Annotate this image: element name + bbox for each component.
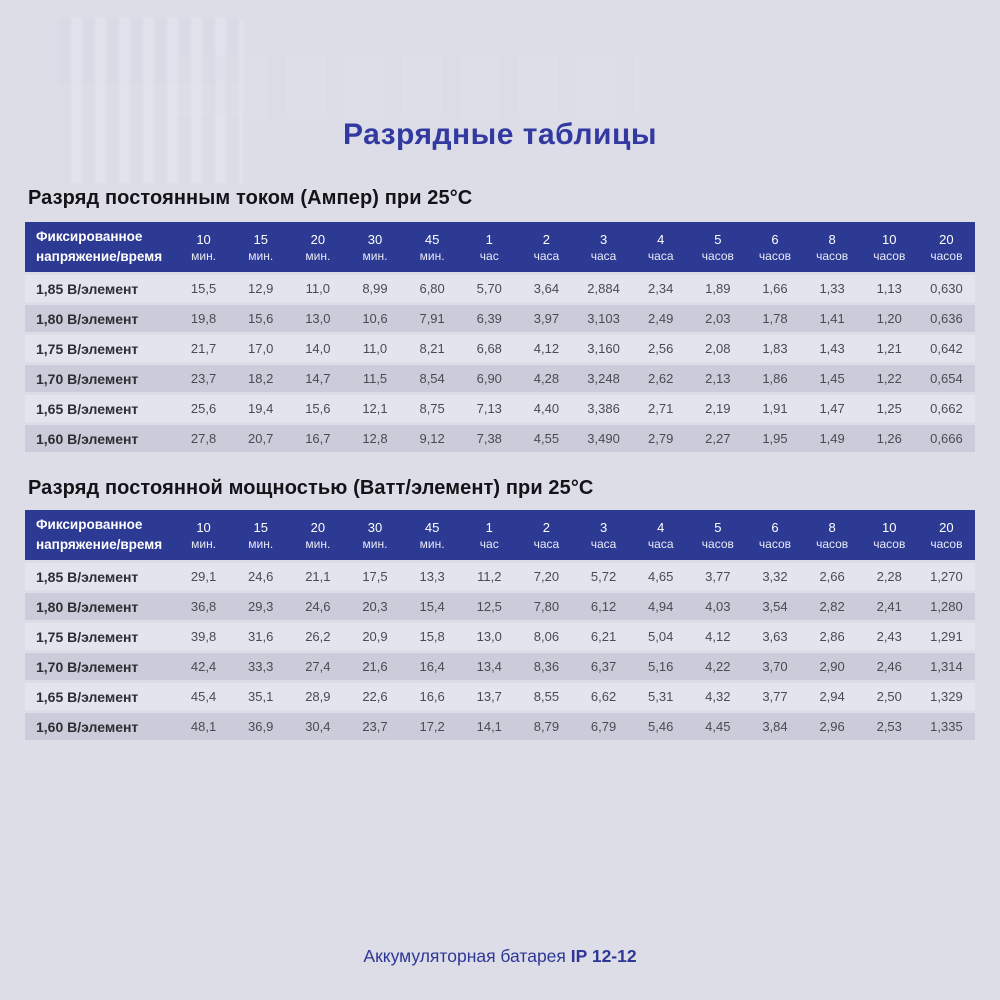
value-cell: 2,62	[632, 365, 689, 392]
value-cell: 23,7	[175, 365, 232, 392]
row-label-cell: 1,75 В/элемент	[25, 623, 175, 650]
table-header-cell: 20 часов	[918, 222, 975, 272]
value-cell: 4,03	[689, 593, 746, 620]
value-cell: 17,5	[346, 563, 403, 590]
table-header-cell: 20 мин.	[289, 510, 346, 560]
value-cell: 1,335	[918, 713, 975, 740]
row-label-cell: 1,65 В/элемент	[25, 395, 175, 422]
value-cell: 2,03	[689, 305, 746, 332]
value-cell: 12,1	[346, 395, 403, 422]
table-header-cell: 20 мин.	[289, 222, 346, 272]
value-cell: 23,7	[346, 713, 403, 740]
table-header-cell: 10 часов	[861, 222, 918, 272]
row-label-cell: 1,70 В/элемент	[25, 365, 175, 392]
value-cell: 3,32	[746, 563, 803, 590]
value-cell: 1,22	[861, 365, 918, 392]
value-cell: 8,55	[518, 683, 575, 710]
value-cell: 4,94	[632, 593, 689, 620]
value-cell: 6,79	[575, 713, 632, 740]
value-cell: 5,04	[632, 623, 689, 650]
table-header-cell: 6 часов	[746, 222, 803, 272]
value-cell: 3,70	[746, 653, 803, 680]
value-cell: 4,12	[689, 623, 746, 650]
value-cell: 3,77	[689, 563, 746, 590]
value-cell: 7,38	[461, 425, 518, 452]
value-cell: 22,6	[346, 683, 403, 710]
value-cell: 13,0	[461, 623, 518, 650]
footer-model-number: IP 12-12	[570, 946, 637, 966]
value-cell: 0,662	[918, 395, 975, 422]
table-row	[25, 713, 975, 740]
table-header-cell: 8 часов	[804, 222, 861, 272]
value-cell: 1,20	[861, 305, 918, 332]
value-cell: 1,26	[861, 425, 918, 452]
value-cell: 19,4	[232, 395, 289, 422]
value-cell: 16,4	[404, 653, 461, 680]
table-corner-cell: Фиксированное напряжение/время	[25, 222, 175, 272]
table-row	[25, 593, 975, 620]
table-row	[25, 395, 975, 422]
value-cell: 3,386	[575, 395, 632, 422]
value-cell: 25,6	[175, 395, 232, 422]
value-cell: 19,8	[175, 305, 232, 332]
value-cell: 1,280	[918, 593, 975, 620]
value-cell: 6,80	[404, 275, 461, 302]
background-watermark-bars	[170, 55, 640, 115]
value-cell: 1,25	[861, 395, 918, 422]
value-cell: 0,636	[918, 305, 975, 332]
table-header-cell: 20 часов	[918, 510, 975, 560]
value-cell: 2,50	[861, 683, 918, 710]
value-cell: 13,0	[289, 305, 346, 332]
value-cell: 15,5	[175, 275, 232, 302]
value-cell: 2,96	[804, 713, 861, 740]
table-header-cell: 10 мин.	[175, 222, 232, 272]
value-cell: 21,7	[175, 335, 232, 362]
table-row	[25, 335, 975, 362]
table-header-cell: 1 час	[461, 222, 518, 272]
value-cell: 9,12	[404, 425, 461, 452]
value-cell: 1,291	[918, 623, 975, 650]
value-cell: 2,79	[632, 425, 689, 452]
value-cell: 2,19	[689, 395, 746, 422]
value-cell: 4,22	[689, 653, 746, 680]
row-label-cell: 1,60 В/элемент	[25, 713, 175, 740]
value-cell: 1,83	[746, 335, 803, 362]
table-header-cell: 45 мин.	[404, 510, 461, 560]
row-label-cell: 1,80 В/элемент	[25, 305, 175, 332]
value-cell: 12,5	[461, 593, 518, 620]
value-cell: 1,314	[918, 653, 975, 680]
value-cell: 0,666	[918, 425, 975, 452]
value-cell: 2,86	[804, 623, 861, 650]
value-cell: 35,1	[232, 683, 289, 710]
value-cell: 3,490	[575, 425, 632, 452]
value-cell: 15,4	[404, 593, 461, 620]
row-label-cell: 1,85 В/элемент	[25, 275, 175, 302]
value-cell: 12,9	[232, 275, 289, 302]
value-cell: 45,4	[175, 683, 232, 710]
row-label-cell: 1,80 В/элемент	[25, 593, 175, 620]
value-cell: 2,56	[632, 335, 689, 362]
value-cell: 5,70	[461, 275, 518, 302]
value-cell: 10,6	[346, 305, 403, 332]
value-cell: 11,2	[461, 563, 518, 590]
value-cell: 18,2	[232, 365, 289, 392]
table-header-cell: 10 часов	[861, 510, 918, 560]
row-label-cell: 1,60 В/элемент	[25, 425, 175, 452]
table-header-cell: 15 мин.	[232, 222, 289, 272]
table-header-cell: 6 часов	[746, 510, 803, 560]
value-cell: 1,33	[804, 275, 861, 302]
value-cell: 1,49	[804, 425, 861, 452]
value-cell: 16,6	[404, 683, 461, 710]
value-cell: 2,46	[861, 653, 918, 680]
table-header-cell: 5 часов	[689, 222, 746, 272]
table-header-cell: 8 часов	[804, 510, 861, 560]
value-cell: 0,654	[918, 365, 975, 392]
value-cell: 1,95	[746, 425, 803, 452]
table-row	[25, 563, 975, 590]
value-cell: 28,9	[289, 683, 346, 710]
value-cell: 2,71	[632, 395, 689, 422]
row-label-cell: 1,70 В/элемент	[25, 653, 175, 680]
value-cell: 2,82	[804, 593, 861, 620]
value-cell: 0,630	[918, 275, 975, 302]
table-header-cell: 1 час	[461, 510, 518, 560]
value-cell: 4,45	[689, 713, 746, 740]
value-cell: 8,75	[404, 395, 461, 422]
value-cell: 1,91	[746, 395, 803, 422]
value-cell: 13,4	[461, 653, 518, 680]
value-cell: 8,06	[518, 623, 575, 650]
value-cell: 8,21	[404, 335, 461, 362]
table-header-cell: 10 мин.	[175, 510, 232, 560]
value-cell: 8,99	[346, 275, 403, 302]
footer-text	[0, 946, 1000, 967]
value-cell: 4,40	[518, 395, 575, 422]
value-cell: 33,3	[232, 653, 289, 680]
value-cell: 7,91	[404, 305, 461, 332]
table-row	[25, 425, 975, 452]
value-cell: 7,20	[518, 563, 575, 590]
value-cell: 21,1	[289, 563, 346, 590]
value-cell: 4,65	[632, 563, 689, 590]
value-cell: 8,54	[404, 365, 461, 392]
value-cell: 6,37	[575, 653, 632, 680]
value-cell: 1,78	[746, 305, 803, 332]
table-header-cell: 2 часа	[518, 510, 575, 560]
table-header-cell: 45 мин.	[404, 222, 461, 272]
footer-product-name: Аккумуляторная батарея	[363, 946, 571, 966]
table-header-cell: 4 часа	[632, 510, 689, 560]
value-cell: 30,4	[289, 713, 346, 740]
value-cell: 5,46	[632, 713, 689, 740]
value-cell: 4,32	[689, 683, 746, 710]
value-cell: 1,66	[746, 275, 803, 302]
value-cell: 26,2	[289, 623, 346, 650]
value-cell: 6,68	[461, 335, 518, 362]
table-header-cell: 4 часа	[632, 222, 689, 272]
value-cell: 3,248	[575, 365, 632, 392]
value-cell: 2,49	[632, 305, 689, 332]
value-cell: 5,16	[632, 653, 689, 680]
value-cell: 2,34	[632, 275, 689, 302]
value-cell: 1,329	[918, 683, 975, 710]
table-row	[25, 365, 975, 392]
value-cell: 6,21	[575, 623, 632, 650]
section-heading-power: Разряд постоянной мощностью (Ватт/элемент) при 25°C	[28, 477, 594, 499]
value-cell: 14,1	[461, 713, 518, 740]
value-cell: 31,6	[232, 623, 289, 650]
value-cell: 15,8	[404, 623, 461, 650]
value-cell: 24,6	[232, 563, 289, 590]
value-cell: 1,47	[804, 395, 861, 422]
row-label-cell: 1,75 В/элемент	[25, 335, 175, 362]
value-cell: 1,270	[918, 563, 975, 590]
value-cell: 3,103	[575, 305, 632, 332]
value-cell: 3,97	[518, 305, 575, 332]
value-cell: 36,9	[232, 713, 289, 740]
value-cell: 14,0	[289, 335, 346, 362]
value-cell: 20,7	[232, 425, 289, 452]
value-cell: 20,9	[346, 623, 403, 650]
value-cell: 29,1	[175, 563, 232, 590]
value-cell: 15,6	[232, 305, 289, 332]
value-cell: 2,13	[689, 365, 746, 392]
value-cell: 11,0	[346, 335, 403, 362]
value-cell: 5,72	[575, 563, 632, 590]
value-cell: 8,79	[518, 713, 575, 740]
row-label-cell: 1,85 В/элемент	[25, 563, 175, 590]
value-cell: 3,84	[746, 713, 803, 740]
value-cell: 1,45	[804, 365, 861, 392]
value-cell: 6,12	[575, 593, 632, 620]
value-cell: 1,13	[861, 275, 918, 302]
value-cell: 27,4	[289, 653, 346, 680]
row-label-cell: 1,65 В/элемент	[25, 683, 175, 710]
value-cell: 0,642	[918, 335, 975, 362]
value-cell: 39,8	[175, 623, 232, 650]
value-cell: 2,94	[804, 683, 861, 710]
discharge-table-power	[25, 507, 975, 743]
value-cell: 7,13	[461, 395, 518, 422]
value-cell: 2,90	[804, 653, 861, 680]
value-cell: 4,55	[518, 425, 575, 452]
value-cell: 11,0	[289, 275, 346, 302]
table-row	[25, 275, 975, 302]
value-cell: 8,36	[518, 653, 575, 680]
table-header-cell: 3 часа	[575, 222, 632, 272]
table-header-cell: 2 часа	[518, 222, 575, 272]
value-cell: 3,63	[746, 623, 803, 650]
section-heading-current: Разряд постоянным током (Ампер) при 25°C	[28, 187, 473, 209]
value-cell: 2,41	[861, 593, 918, 620]
value-cell: 2,08	[689, 335, 746, 362]
table-row	[25, 305, 975, 332]
value-cell: 20,3	[346, 593, 403, 620]
value-cell: 36,8	[175, 593, 232, 620]
value-cell: 29,3	[232, 593, 289, 620]
value-cell: 1,43	[804, 335, 861, 362]
value-cell: 13,7	[461, 683, 518, 710]
value-cell: 7,80	[518, 593, 575, 620]
value-cell: 6,62	[575, 683, 632, 710]
value-cell: 3,77	[746, 683, 803, 710]
value-cell: 5,31	[632, 683, 689, 710]
value-cell: 3,64	[518, 275, 575, 302]
value-cell: 42,4	[175, 653, 232, 680]
value-cell: 21,6	[346, 653, 403, 680]
value-cell: 2,66	[804, 563, 861, 590]
value-cell: 14,7	[289, 365, 346, 392]
discharge-table-current	[25, 219, 975, 455]
value-cell: 4,12	[518, 335, 575, 362]
value-cell: 3,54	[746, 593, 803, 620]
value-cell: 1,41	[804, 305, 861, 332]
table-header-row	[25, 222, 975, 272]
value-cell: 6,90	[461, 365, 518, 392]
value-cell: 6,39	[461, 305, 518, 332]
value-cell: 2,53	[861, 713, 918, 740]
table-row	[25, 683, 975, 710]
table-header-cell: 15 мин.	[232, 510, 289, 560]
value-cell: 2,884	[575, 275, 632, 302]
table-header-cell: 5 часов	[689, 510, 746, 560]
value-cell: 12,8	[346, 425, 403, 452]
value-cell: 2,27	[689, 425, 746, 452]
value-cell: 24,6	[289, 593, 346, 620]
value-cell: 3,160	[575, 335, 632, 362]
value-cell: 15,6	[289, 395, 346, 422]
value-cell: 13,3	[404, 563, 461, 590]
value-cell: 27,8	[175, 425, 232, 452]
table-header-cell: 3 часа	[575, 510, 632, 560]
value-cell: 2,43	[861, 623, 918, 650]
value-cell: 11,5	[346, 365, 403, 392]
table-header-cell: 30 мин.	[346, 510, 403, 560]
value-cell: 16,7	[289, 425, 346, 452]
table-row	[25, 623, 975, 650]
table-row	[25, 653, 975, 680]
value-cell: 48,1	[175, 713, 232, 740]
table-header-cell: 30 мин.	[346, 222, 403, 272]
table-header-row	[25, 510, 975, 560]
value-cell: 17,2	[404, 713, 461, 740]
value-cell: 1,21	[861, 335, 918, 362]
page-title: Разрядные таблицы	[342, 118, 658, 151]
value-cell: 17,0	[232, 335, 289, 362]
value-cell: 1,86	[746, 365, 803, 392]
value-cell: 4,28	[518, 365, 575, 392]
table-corner-cell: Фиксированное напряжение/время	[25, 510, 175, 560]
value-cell: 2,28	[861, 563, 918, 590]
value-cell: 1,89	[689, 275, 746, 302]
